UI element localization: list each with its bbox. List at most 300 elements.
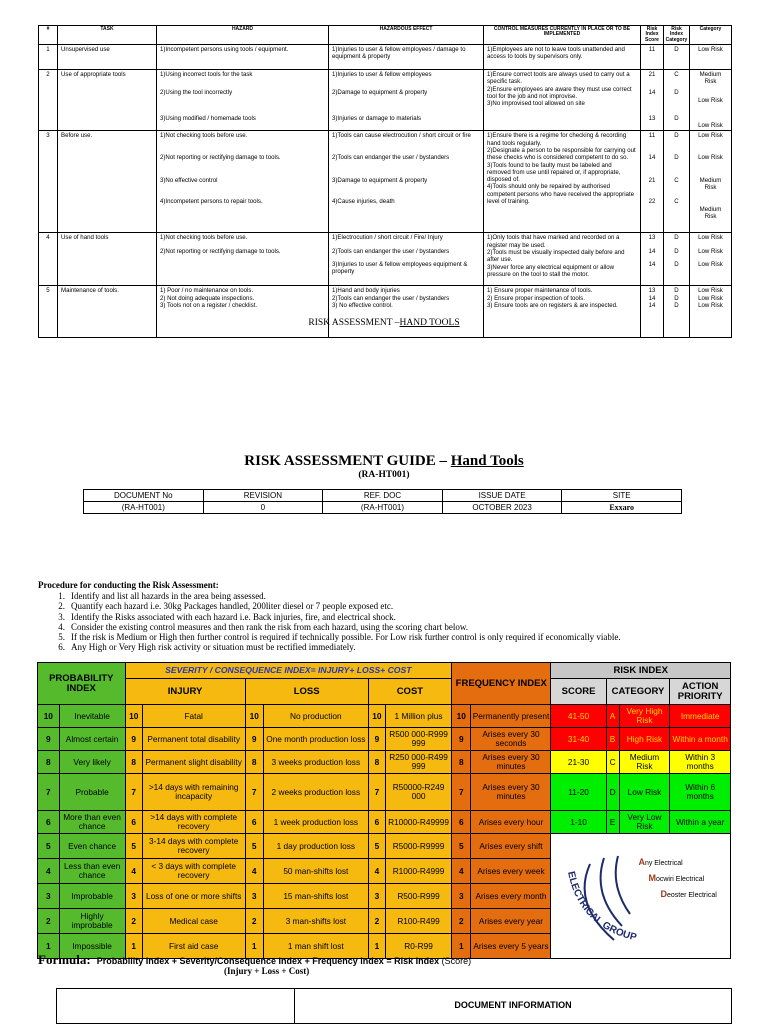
injury-number: 10 — [125, 705, 142, 728]
injury-label: Permanent slight disability — [142, 751, 245, 774]
risk-row-hazard: 2)Using the tool incorrectly — [160, 89, 233, 97]
risk-row-control: 4)Tools should only be repaired by authorised competent persons who have received the appropriate level of training. — [487, 183, 635, 206]
frequency-number: 9 — [452, 728, 471, 751]
doc-value-issue-date: OCTOBER 2023 — [442, 502, 562, 514]
risk-row-control: 1)Ensure correct tools are always used to carry out a specific task. — [487, 71, 630, 86]
score-header: SCORE — [551, 679, 606, 705]
procedure-step-text: Identify the Risks associated with each hazard i.e. Back injuries, fire, and electrical shock. — [71, 611, 396, 622]
risk-category-letter: A — [606, 705, 619, 728]
risk-row-index-category-cell — [664, 233, 690, 286]
cost-label: R100-R499 — [386, 909, 452, 934]
matrix-row — [38, 751, 731, 774]
risk-row-hazard-cell — [157, 233, 329, 286]
col-header-num: # — [39, 26, 58, 45]
logo-line2-initial: M — [648, 873, 656, 883]
risk-row-hazard-cell — [157, 286, 329, 338]
risk-category-label: High Risk — [619, 728, 670, 751]
loss-number: 8 — [245, 751, 263, 774]
doc-control-header-row — [84, 490, 682, 502]
risk-row — [39, 131, 732, 233]
injury-number: 4 — [125, 859, 142, 884]
frequency-index-header: FREQUENCY INDEX — [452, 663, 551, 705]
frequency-label: Arises every year — [471, 909, 551, 934]
frequency-number: 7 — [452, 774, 471, 811]
risk-row-control: 3)Tools found to be faulty must be labeled and removed from use until repaired or, if appropriate, disposed of. — [487, 161, 621, 184]
risk-row-score: 21 — [648, 71, 656, 78]
col-header-control-measures: CONTROL MEASURES CURRENTLY IN PLACE OR TO BE IMPLEMENTED — [484, 26, 641, 45]
procedure-step-text: Any High or Very High risk activity or situation must be rectified immediately. — [71, 642, 356, 653]
probability-label: More than even chance — [59, 811, 125, 834]
procedure-step-number: 4. — [58, 621, 65, 632]
risk-row — [39, 45, 732, 70]
logo-wrap — [552, 834, 730, 958]
risk-row-control: 1)Ensure there is a regime for checking & recording hand tools regularly. — [487, 132, 627, 147]
risk-row-control: 1) Ensure proper maintenance of tools. — [487, 287, 593, 295]
category-header: CATEGORY — [606, 679, 670, 705]
risk-row-number: 5 — [39, 286, 58, 338]
risk-score-range: 31-40 — [551, 728, 606, 751]
risk-table-caption — [0, 318, 768, 328]
risk-row-hazard: 1)Not checking tools before use. — [160, 132, 248, 140]
formula-severity-breakdown: (Injury + Loss + Cost) — [224, 966, 310, 976]
doc-header-ref: REF. DOC — [323, 490, 443, 502]
cost-number: 6 — [368, 811, 385, 834]
risk-row-effect: 2)Tools can endanger the user / bystanders — [332, 294, 450, 302]
cost-label: 1 Million plus — [386, 705, 452, 728]
loss-label: 1 day production loss — [263, 834, 368, 859]
risk-score-range: 41-50 — [551, 705, 606, 728]
cost-number: 10 — [368, 705, 385, 728]
risk-category-letter: D — [606, 774, 619, 811]
risk-row-control-cell — [484, 70, 641, 131]
cost-number: 3 — [368, 884, 385, 909]
probability-number: 5 — [38, 834, 60, 859]
doc-control-value-row — [84, 502, 682, 514]
risk-row-control: 2)Ensure employees are aware they must use correct tool for the job and not improvise. — [487, 85, 632, 100]
risk-row-index-category: D — [674, 301, 679, 309]
cost-label: R5000-R9999 — [386, 834, 452, 859]
loss-label: One month production loss — [263, 728, 368, 751]
risk-row-number: 2 — [39, 70, 58, 131]
risk-row-control-cell — [484, 45, 641, 70]
loss-label: 1 week production loss — [263, 811, 368, 834]
risk-score-range: 1-10 — [551, 811, 606, 834]
doc-value-site: Exxaro — [562, 502, 682, 514]
risk-row — [39, 286, 732, 338]
logo-line3 — [660, 890, 716, 899]
risk-row-category: Low Risk — [698, 96, 723, 104]
risk-row-index-category: D — [674, 46, 679, 53]
procedure-step-text: Identify and list all hazards in the area being assessed. — [71, 591, 266, 601]
risk-row-score: 14 — [648, 153, 656, 161]
risk-row-score: 13 — [648, 114, 656, 122]
frequency-label: Arises every 30 minutes — [471, 751, 551, 774]
matrix-row — [38, 705, 731, 728]
col-header-task: TASK — [58, 26, 157, 45]
injury-label: Medical case — [142, 909, 245, 934]
doc-value-ref: (RA-HT001) — [323, 502, 443, 514]
risk-row-effect: 3)Injuries to user & fellow employees equipment & property — [332, 260, 468, 276]
risk-row-score: 14 — [648, 247, 656, 255]
logo-line1 — [638, 858, 682, 867]
loss-label: 15 man-shifts lost — [263, 884, 368, 909]
cost-number: 5 — [368, 834, 385, 859]
loss-number: 5 — [245, 834, 263, 859]
probability-label: Almost certain — [59, 728, 125, 751]
risk-row-index-category: C — [674, 71, 679, 78]
matrix-row — [38, 834, 731, 859]
risk-row-index-category-cell — [664, 131, 690, 233]
probability-number: 10 — [38, 705, 60, 728]
probability-number: 7 — [38, 774, 60, 811]
risk-row-category: Low Risk — [698, 46, 723, 53]
risk-row-category: Low Risk — [698, 234, 723, 242]
risk-row-index-category: C — [674, 176, 679, 184]
cost-number: 8 — [368, 751, 385, 774]
risk-row-index-category: D — [674, 234, 679, 242]
frequency-number: 1 — [452, 934, 471, 959]
doc-header-issue-date: ISSUE DATE — [442, 490, 562, 502]
probability-number: 4 — [38, 859, 60, 884]
injury-number: 1 — [125, 934, 142, 959]
probability-number: 8 — [38, 751, 60, 774]
frequency-number: 8 — [452, 751, 471, 774]
caption-underlined: HAND TOOLS — [399, 318, 460, 328]
risk-row-effect: 4)Cause injuries, death — [332, 198, 395, 206]
risk-action-priority: Within 6 months — [670, 774, 731, 811]
injury-header: INJURY — [125, 679, 245, 705]
risk-row-category: Medium Risk — [699, 71, 722, 86]
risk-row-category: Low Risk — [698, 121, 723, 129]
frequency-number: 6 — [452, 811, 471, 834]
loss-label: No production — [263, 705, 368, 728]
formula-text: Probability Index + Severity/Consequence Index + Frequency index = Risk Index — [96, 956, 440, 966]
risk-row-score-cell — [641, 233, 664, 286]
risk-row-control: 3)Never force any electrical equipment or allow pressure on the tool to stall the motor. — [487, 263, 615, 278]
frequency-label: Arises every week — [471, 859, 551, 884]
procedure-heading: Procedure for conducting the Risk Assessment: — [38, 580, 219, 590]
procedure-step-number: 2. — [58, 601, 65, 612]
procedure-step-number: 6. — [58, 642, 65, 653]
risk-row-hazard: 1)Incompetent persons using tools / equipment. — [160, 46, 289, 53]
risk-row-effect-cell — [329, 286, 484, 338]
risk-row-category-cell — [690, 131, 732, 233]
risk-category-label: Medium Risk — [619, 751, 670, 774]
risk-row-score: 21 — [648, 176, 656, 184]
risk-row-category-cell — [690, 45, 732, 70]
guide-code: (RA-HT001) — [358, 470, 410, 480]
procedure-step-number: 3. — [58, 611, 65, 622]
cost-label: R0-R99 — [386, 934, 452, 959]
risk-row-category: Low Risk — [698, 247, 723, 255]
matrix-row — [38, 774, 731, 811]
injury-number: 3 — [125, 884, 142, 909]
risk-row-hazard: 2) Not doing adequate inspections. — [160, 294, 255, 302]
frequency-label: Arises every shift — [471, 834, 551, 859]
col-header-risk-score: Risk Index Score — [641, 26, 664, 45]
logo-line3-initial: D — [660, 889, 667, 899]
probability-label: Probable — [59, 774, 125, 811]
probability-label: Less than even chance — [59, 859, 125, 884]
risk-row-control-cell — [484, 233, 641, 286]
frequency-number: 10 — [452, 705, 471, 728]
risk-category-label: Very Low Risk — [619, 811, 670, 834]
frequency-label: Arises every month — [471, 884, 551, 909]
risk-row-index-category: D — [674, 89, 679, 97]
risk-row-control: 2) Ensure proper inspection of tools. — [487, 294, 585, 302]
probability-number: 2 — [38, 909, 60, 934]
procedure-steps-list — [38, 591, 621, 653]
risk-scoring-matrix — [37, 662, 731, 959]
procedure-step-text: Consider the existing control measures and then rank the risk from each hazard, using the scoring chart below. — [71, 621, 469, 632]
risk-row-task: Before use. — [58, 131, 157, 233]
logo-arc-text: ELECTRICAL GROUP — [565, 870, 639, 944]
risk-row-score: 13 — [648, 287, 656, 295]
risk-row-category: Low Risk — [698, 260, 723, 268]
procedure-step — [38, 642, 621, 652]
risk-row-control: 3)No improvised tool allowed on site — [487, 100, 585, 108]
risk-row-index-category-cell — [664, 70, 690, 131]
guide-title — [0, 453, 768, 470]
risk-row-index-category: D — [674, 294, 679, 302]
risk-row-control: 2)Tools must be visually inspected daily before and after use. — [487, 248, 625, 264]
loss-label: 3 man-shifts lost — [263, 909, 368, 934]
injury-label: 3-14 days with complete recovery — [142, 834, 245, 859]
col-header-category: Category — [690, 26, 732, 45]
loss-number: 9 — [245, 728, 263, 751]
injury-label: < 3 days with complete recovery — [142, 859, 245, 884]
risk-row-effect-cell — [329, 131, 484, 233]
matrix-header-row-2 — [38, 679, 731, 705]
action-priority-header: ACTION PRIORITY — [670, 679, 731, 705]
loss-number: 4 — [245, 859, 263, 884]
frequency-label: Arises every 30 seconds — [471, 728, 551, 751]
frequency-number: 3 — [452, 884, 471, 909]
procedure-step — [38, 622, 621, 632]
col-header-hazard: HAZARD — [157, 26, 329, 45]
doc-value-revision: 0 — [203, 502, 323, 514]
cost-number: 4 — [368, 859, 385, 884]
procedure-step-text: If the risk is Medium or High then further control is required if technically possible. For Low risk further control is only required if economically viable. — [71, 632, 621, 643]
cost-label: R500-R999 — [386, 884, 452, 909]
risk-row-effect-cell — [329, 70, 484, 131]
risk-row-category: Low Risk — [698, 132, 723, 140]
probability-label: Inevitable — [59, 705, 125, 728]
risk-row-index-category-cell — [664, 45, 690, 70]
cost-label: R1000-R4999 — [386, 859, 452, 884]
risk-row-effect: 3) No effective control. — [332, 301, 393, 309]
severity-index-header: SEVERITY / CONSEQUENCE INDEX= INJURY+ LOSS+ COST — [125, 663, 451, 679]
risk-score-range: 21-30 — [551, 751, 606, 774]
risk-row-score-cell — [641, 45, 664, 70]
risk-assessment-table — [38, 25, 732, 338]
probability-label: Even chance — [59, 834, 125, 859]
procedure-step — [38, 601, 621, 611]
logo-line2-rest: ocwiri Electrical — [655, 876, 705, 883]
risk-action-priority: Immediate — [670, 705, 731, 728]
frequency-label: Arises every 5 years — [471, 934, 551, 959]
risk-row-task: Maintenance of tools. — [58, 286, 157, 338]
probability-label: Impossible — [59, 934, 125, 959]
risk-category-label: Low Risk — [619, 774, 670, 811]
document-control-table — [83, 489, 682, 514]
risk-row-control: 1)Only tools that have marked and recorded on a register may be used. — [487, 234, 620, 249]
procedure-step — [38, 632, 621, 642]
doc-header-revision: REVISION — [203, 490, 323, 502]
risk-row-effect: 3)Damage to equipment & property — [332, 176, 428, 184]
doc-header-number: DOCUMENT No — [84, 490, 204, 502]
matrix-header-row-1 — [38, 663, 731, 679]
loss-number: 10 — [245, 705, 263, 728]
risk-row — [39, 70, 732, 131]
risk-row-number: 3 — [39, 131, 58, 233]
loss-label: 2 weeks production loss — [263, 774, 368, 811]
formula-paren: (Score) — [441, 956, 472, 966]
frequency-number: 4 — [452, 859, 471, 884]
risk-row-category: Medium Risk — [699, 205, 722, 220]
procedure-step-text: Quantify each hazard i.e. 30kg Packages handled, 200liter diesel or 7 people exposed etc. — [71, 601, 394, 612]
risk-row-score: 14 — [648, 301, 656, 309]
risk-row-index-category: D — [674, 260, 679, 268]
injury-label: Fatal — [142, 705, 245, 728]
risk-score-range: 11-20 — [551, 774, 606, 811]
risk-row-hazard-cell — [157, 70, 329, 131]
document-information-box — [56, 988, 732, 1024]
injury-number: 9 — [125, 728, 142, 751]
risk-row-control: 1)Employees are not to leave tools unattended and access to tools by supervisors only. — [487, 46, 625, 61]
guide-title-prefix: RISK ASSESSMENT GUIDE – — [244, 453, 451, 469]
risk-table-header-row — [39, 26, 732, 45]
procedure-step — [38, 591, 621, 601]
injury-number: 6 — [125, 811, 142, 834]
risk-row-score-cell — [641, 286, 664, 338]
cost-number: 2 — [368, 909, 385, 934]
cost-label: R500 000-R999 999 — [386, 728, 452, 751]
loss-label: 1 man shift lost — [263, 934, 368, 959]
risk-row-hazard: 1) Poor / no maintenance on tools. — [160, 287, 254, 295]
loss-number: 3 — [245, 884, 263, 909]
risk-row-category: Low Risk — [698, 301, 723, 309]
risk-row — [39, 233, 732, 286]
frequency-number: 5 — [452, 834, 471, 859]
injury-label: First aid case — [142, 934, 245, 959]
risk-row-category-cell — [690, 286, 732, 338]
injury-number: 7 — [125, 774, 142, 811]
risk-category-letter: B — [606, 728, 619, 751]
cost-number: 9 — [368, 728, 385, 751]
frequency-number: 2 — [452, 909, 471, 934]
risk-row-category: Low Risk — [698, 287, 723, 295]
probability-number: 6 — [38, 811, 60, 834]
col-header-hazardous-effect: HAZARDOUS EFFECT — [329, 26, 484, 45]
probability-index-header: PROBABILITY INDEX — [38, 663, 126, 705]
injury-number: 5 — [125, 834, 142, 859]
risk-action-priority: Within a month — [670, 728, 731, 751]
risk-row-control: 2)Designate a person to be responsible for carrying out these checks who is considered competent to do so. — [487, 146, 636, 162]
cost-label: R50000-R249 000 — [386, 774, 452, 811]
risk-row-hazard: 1)Not checking tools before use. — [160, 234, 248, 242]
injury-label: >14 days with complete recovery — [142, 811, 245, 834]
procedure-step-number: 5. — [58, 632, 65, 643]
risk-row-hazard: 1)Using incorrect tools for the task — [160, 71, 253, 78]
cost-header: COST — [368, 679, 451, 705]
risk-row-hazard: 4)Incompetent persons to repair tools. — [160, 198, 263, 206]
risk-row-score-cell — [641, 70, 664, 131]
probability-number: 3 — [38, 884, 60, 909]
risk-row-effect: 1)Electrocution / short circuit / Fire/ Injury — [332, 234, 443, 242]
risk-row-index-category: D — [674, 132, 679, 140]
risk-row-control: 3) Ensure tools are on registers & are inspected. — [487, 301, 618, 309]
risk-row-score: 22 — [648, 198, 656, 206]
risk-action-priority: Within a year — [670, 811, 731, 834]
logo-line1-rest: ny Electrical — [644, 860, 683, 867]
risk-row-index-category: D — [674, 114, 679, 122]
risk-row-hazard-cell — [157, 131, 329, 233]
risk-row-index-category: D — [674, 287, 679, 295]
risk-row-effect: 2)Tools can endanger the user / bystanders — [332, 153, 450, 161]
risk-row-effect: 1)Injuries to user & fellow employees / damage to equipment & property — [332, 46, 466, 61]
risk-row-hazard: 3)No effective control — [160, 176, 218, 184]
frequency-label: Permanently present — [471, 705, 551, 728]
cost-number: 7 — [368, 774, 385, 811]
loss-label: 3 weeks production loss — [263, 751, 368, 774]
probability-label: Very likely — [59, 751, 125, 774]
cost-label: R250 000-R499 999 — [386, 751, 452, 774]
risk-row-number: 1 — [39, 45, 58, 70]
risk-row-score: 13 — [648, 234, 656, 242]
matrix-body — [38, 663, 731, 959]
risk-category-label: Very High Risk — [619, 705, 670, 728]
injury-number: 2 — [125, 909, 142, 934]
risk-row-task: Unsupervised use — [58, 45, 157, 70]
formula-label: Formula: — [38, 952, 91, 967]
risk-row-index-category-cell — [664, 286, 690, 338]
loss-label: 50 man-shifts lost — [263, 859, 368, 884]
frequency-label: Arises every 30 minutes — [471, 774, 551, 811]
injury-label: >14 days with remaining incapacity — [142, 774, 245, 811]
risk-row-index-category: C — [674, 198, 679, 206]
probability-label: Improbable — [59, 884, 125, 909]
injury-label: Permanent total disability — [142, 728, 245, 751]
risk-category-letter: C — [606, 751, 619, 774]
risk-row-number: 4 — [39, 233, 58, 286]
logo-line1-initial: A — [638, 857, 645, 867]
injury-number: 8 — [125, 751, 142, 774]
logo-line3-rest: eoster Electrical — [666, 892, 717, 899]
matrix-row — [38, 728, 731, 751]
document-information-label: DOCUMENT INFORMATION — [454, 1000, 572, 1010]
cost-label: R10000-R49999 — [386, 811, 452, 834]
probability-number: 9 — [38, 728, 60, 751]
risk-row-effect: 2)Tools can endanger the user / bystanders — [332, 247, 450, 255]
risk-row-hazard: 2)Not reporting or rectifying damage to tools. — [160, 153, 281, 161]
procedure-step — [38, 612, 621, 622]
risk-category-letter: E — [606, 811, 619, 834]
risk-row-score: 14 — [648, 260, 656, 268]
risk-row-category: Low Risk — [698, 153, 723, 161]
procedure-step-number: 1. — [58, 591, 65, 601]
risk-row-score: 14 — [648, 294, 656, 302]
risk-row-score: 11 — [648, 46, 656, 53]
risk-row-effect-cell — [329, 45, 484, 70]
loss-number: 6 — [245, 811, 263, 834]
col-header-risk-index-category: Risk Index Category — [664, 26, 690, 45]
risk-index-header: RISK INDEX — [551, 663, 731, 679]
risk-row-category: Medium Risk — [699, 176, 722, 192]
risk-row-category-cell — [690, 233, 732, 286]
logo-line2 — [648, 874, 704, 883]
risk-table-body — [39, 45, 732, 338]
